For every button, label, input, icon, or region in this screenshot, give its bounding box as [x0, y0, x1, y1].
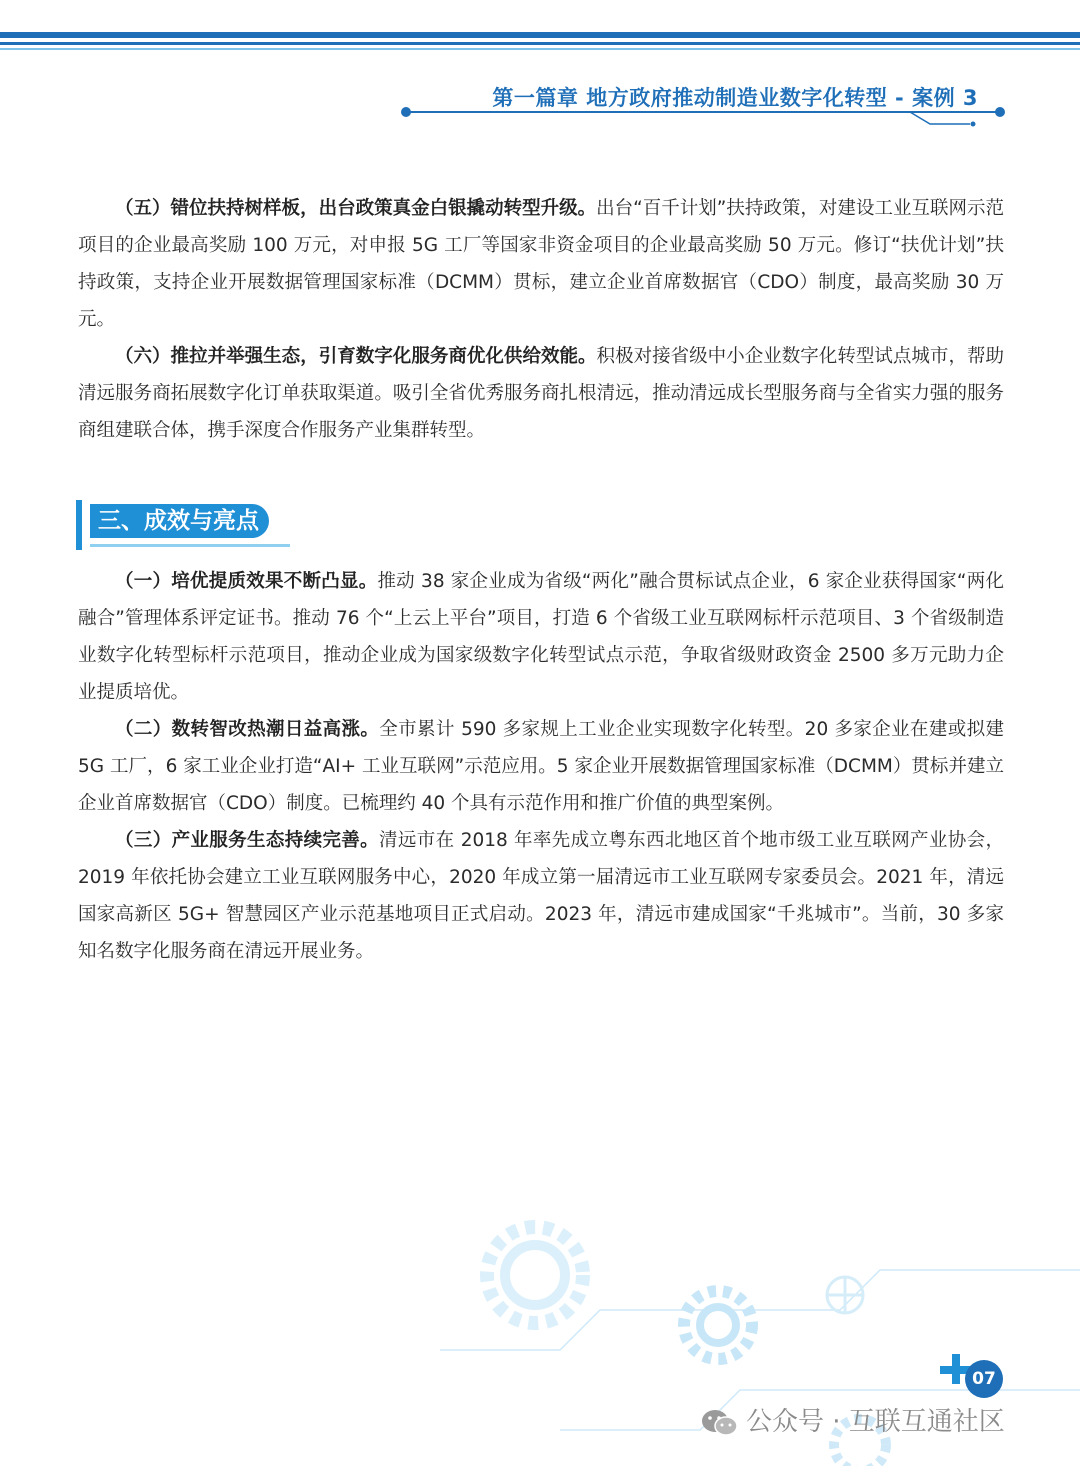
paragraph-lead: （三）产业服务生态持续完善。 — [115, 830, 380, 851]
paragraph-body: 推动 38 家企业成为省级“两化”融合贯标试点企业，6 家企业获得国家“两化融合”管理体系评定证书。推动 76 个“上云上平台”项目，打造 6 个省级工业互联网标杆示范项目、3 个省级制造业数字化转型标杆示范项目，推动企业成为国家级数字化转型试点示范，争取省级财政资金 2500 多万元助力企业提质培优。 — [78, 571, 1004, 703]
paragraph-lead: （二）数转智改热潮日益高涨。 — [115, 719, 380, 740]
paragraph-body: 清远市在 2018 年率先成立粤东西北地区首个地市级工业互联网产业协会，2019 年依托协会建立工业互联网服务中心，2020 年成立第一届清远市工业互联网专家委员会。2021 年，清远国家高新区 5G+ 智慧园区产业示范基地项目正式启动。2023 年，清远市建成国家“千兆城市”。当前，30 多家知名数字化服务商在清远开展业务。 — [78, 830, 1004, 962]
paragraph-lead: （一）培优提质效果不断凸显。 — [115, 571, 378, 592]
paragraph-body: 出台“百千计划”扶持政策，对建设工业互联网示范项目的企业最高奖励 100 万元，对申报 5G 工厂等国家非资金项目的企业最高奖励 50 万元。修订“扶优计划”扶持政策，支持企业开展数据管理国家标准（DCMM）贯标，建立企业首席数据官（CDO）制度，最高奖励 30 万元。 — [78, 198, 1004, 330]
section-heading-underline — [90, 544, 290, 547]
section-heading-bar — [76, 500, 82, 550]
crosshair-icon — [827, 1277, 863, 1313]
paragraph-one — [78, 563, 1004, 711]
section-heading-text: 三、成效与亮点 — [90, 504, 269, 538]
paragraph-body: 积极对接省级中小企业数字化转型试点城市，帮助清远服务商拓展数字化订单获取渠道。吸引全省优秀服务商扎根清远，推动清远成长型服务商与全省实力强的服务商组建联合体，携手深度合作服务产业集群转型。 — [78, 346, 1004, 441]
top-decorative-band — [0, 30, 1080, 54]
wechat-icon — [700, 1408, 740, 1438]
paragraph-lead: （五）错位扶持树样板，出台政策真金白银撬动转型升级。 — [115, 198, 597, 219]
section-heading — [76, 500, 296, 550]
header-circuit-line — [390, 100, 1020, 130]
paragraph-five — [78, 190, 1004, 338]
page-number: 07 — [972, 1369, 996, 1389]
paragraph-three — [78, 822, 1004, 970]
watermark-text: 公众号 · 互联互通社区 — [746, 1407, 1005, 1437]
running-header-title: 第一篇章 地方政府推动制造业数字化转型 - 案例 3 — [492, 86, 978, 110]
paragraph-body: 全市累计 590 多家规上工业企业实现数字化转型。20 多家企业在建或拟建 5G 工厂，6 家工业企业打造“AI+ 工业互联网”示范应用。5 家企业开展数据管理国家标准（DCMM）贯标并建立企业首席数据官（CDO）制度。已梳理约 40 个具有示范作用和推广价值的典型案例。 — [78, 719, 1004, 814]
gear-icon — [684, 1291, 752, 1359]
gear-icon — [487, 1227, 583, 1323]
watermark — [700, 1402, 1005, 1442]
paragraph-lead: （六）推拉并举强生态，引育数字化服务商优化供给效能。 — [115, 346, 597, 367]
paragraph-six — [78, 338, 1004, 449]
paragraph-two — [78, 711, 1004, 822]
